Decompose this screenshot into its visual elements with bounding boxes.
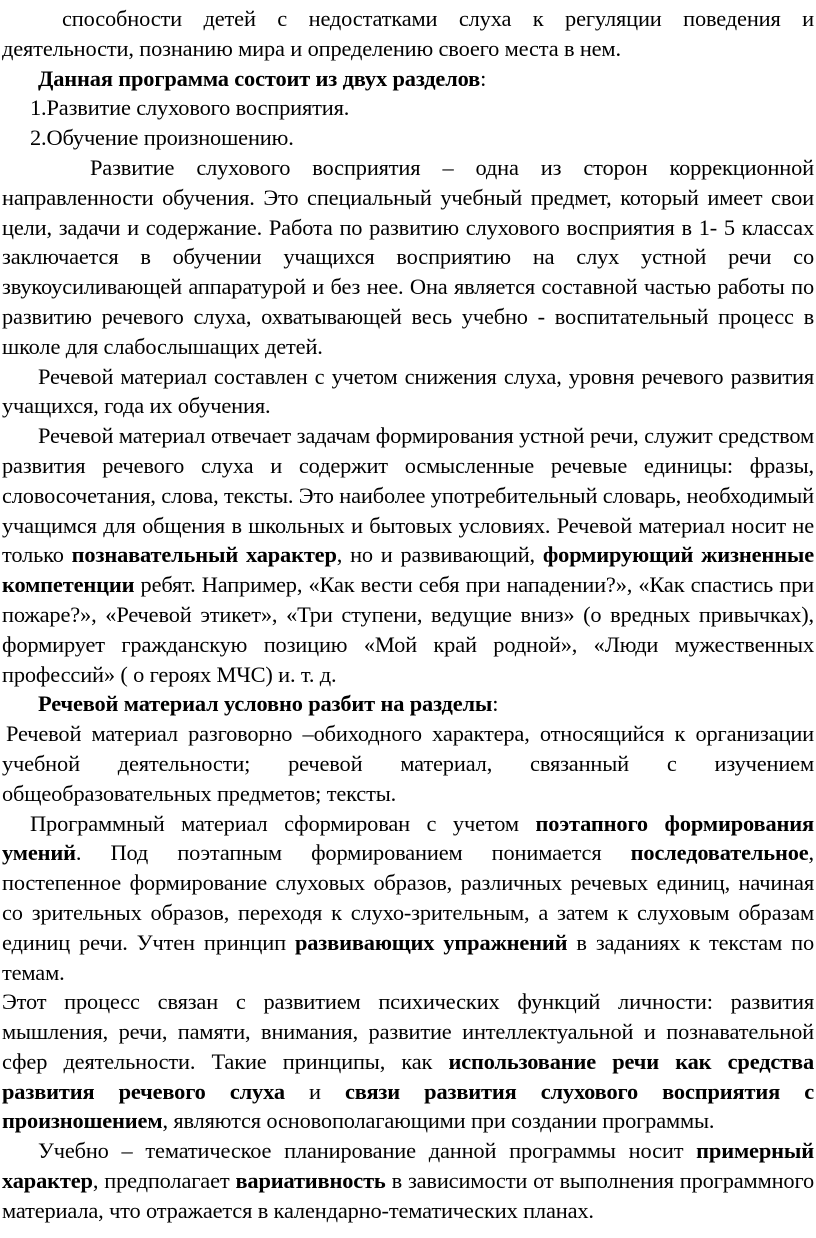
- paragraph-intro-continuation: [2, 4, 814, 64]
- bold-text-span: познавательный характер: [71, 542, 337, 568]
- text-span: , но и развивающий,: [336, 542, 543, 568]
- text-span: ребят. Например, «Как вести себя при нападении?», «Как спастись при пожаре?», «Речевой этикет», «Три ступени, ведущие вниз» (о вредных привычках), формирует гражданскую позицию «Мой край родной», «Люди мужественных профессий» ( о героях МЧС) и. т. д.: [2, 572, 814, 687]
- bold-text-span: развивающих упражнений: [294, 929, 568, 955]
- text-span: , предполагает: [92, 1168, 236, 1194]
- text-span: Речевой материал составлен с учетом снижения слуха, уровня речевого развития учащихся, года их обучения.: [2, 363, 814, 419]
- text-span: Речевой материал разговорно –обиходного характера, относящийся к организации учебной деятельности; речевой материал, связанный с изучением общеобразовательных предметов; тексты.: [2, 721, 814, 806]
- text-span: Учебно – тематическое планирование данной программы носит: [38, 1138, 697, 1164]
- text-span: в заданиях к текстам по темам.: [2, 929, 814, 985]
- bold-text-span: формирующий жизненные компетенции: [2, 542, 814, 598]
- text-span: :: [480, 65, 487, 91]
- list-item-section-2: [2, 123, 814, 153]
- bold-text-span: последовательное: [630, 840, 809, 866]
- text-span: 2.Обучение произношению.: [30, 125, 294, 151]
- bold-text-span: вариативность: [235, 1168, 386, 1194]
- paragraph-thematic-planning: [2, 1136, 814, 1225]
- text-span: :: [492, 691, 499, 717]
- bold-text-span: примерный характер: [2, 1138, 814, 1194]
- text-span: , являются основополагающими при создании программы.: [162, 1108, 715, 1134]
- paragraph-program-material: [2, 809, 814, 988]
- text-span: 1.Развитие слухового восприятия.: [30, 95, 350, 121]
- bold-text-span: Речевой материал условно разбит на разделы: [38, 691, 493, 717]
- text-span: . Под поэтапным формированием понимается: [75, 840, 631, 866]
- text-span: способности детей с недостатками слуха к регуляции поведения и деятельности, познанию мира и определению своего места в нем.: [2, 6, 814, 61]
- paragraph-program-sections-heading: [2, 64, 814, 94]
- paragraph-speech-material-sections: [2, 719, 814, 808]
- bold-text-span: использование речи как средства развития речевого слуха: [2, 1048, 814, 1104]
- bold-text-span: Данная программа состоит из двух разделов: [38, 65, 481, 91]
- paragraph-speech-material-composition: [2, 362, 814, 422]
- text-span: в зависимости от выполнения программного материала, что отражается в календарно-тематических планах.: [2, 1168, 814, 1223]
- bold-text-span: поэтапного формирования умений: [2, 810, 814, 866]
- text-span: , постепенное формирование слуховых образов, различных речевых единиц, начиная со зрительных образов, переходя к слухо-зрительным, а затем к слуховым образам единиц речи. Учтен принцип: [2, 840, 814, 955]
- text-span: Программный материал сформирован с учетом: [30, 810, 536, 836]
- text-span: Этот процесс связан с развитием психических функций личности: развития мышления, речи, памяти, внимания, развитие интеллектуальной и познавательной сфер деятельности. Такие принципы, как: [2, 989, 814, 1074]
- bold-text-span: связи развития слухового восприятия с произношением: [2, 1078, 815, 1134]
- paragraph-speech-material-tasks: [2, 421, 814, 689]
- paragraph-auditory-perception: [2, 153, 814, 362]
- paragraph-psychic-functions: [2, 987, 814, 1136]
- text-span: Развитие слухового восприятия – одна из сторон коррекционной направленности обучения. Это специальный учебный предмет, который имеет свои цели, задачи и содержание. Работа по развитию слухового восприятия в 1- 5 классах заключается в обучении учащихся восприятию на слух устной речи со звукоусиливающей аппаратурой и без нее. Она является составной частью работы по развитию речевого слуха, охватывающей весь учебно - воспитательный процесс в школе для слабослышащих детей.: [2, 154, 814, 359]
- text-span: и: [284, 1078, 346, 1104]
- text-span: Речевой материал отвечает задачам формирования устной речи, служит средством развития речевого слуха и содержит осмысленные речевые единицы: фразы, словосочетания, слова, тексты. Это наиболее употребительный словарь, необходимый учащимся для общения в школьных и бытовых условиях. Речевой материал носит не только: [2, 423, 814, 568]
- paragraph-speech-material-sections-heading: [2, 689, 814, 719]
- list-item-section-1: [2, 93, 814, 123]
